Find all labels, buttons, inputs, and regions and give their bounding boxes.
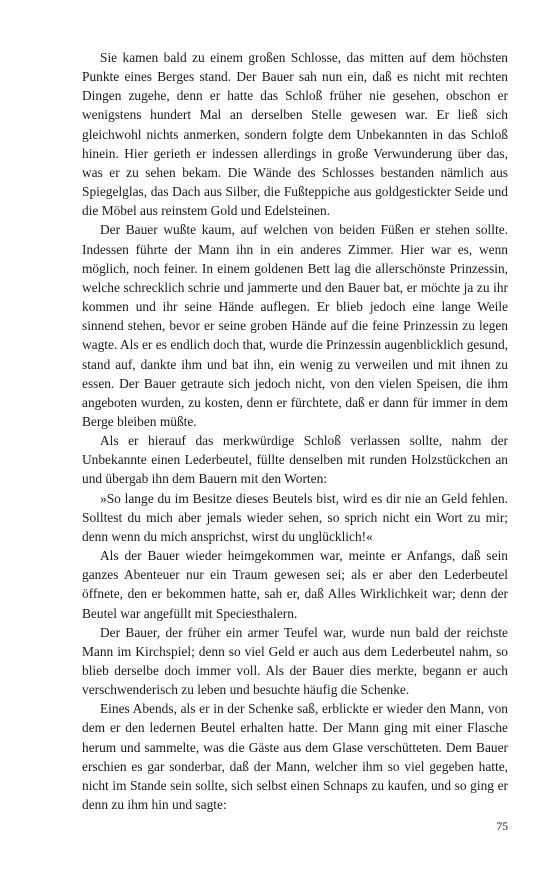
paragraph: Als der Bauer wieder heimgekommen war, meinte er Anfangs, daß sein ganzes Abenteuer nur ein Traum gewesen sei; als er aber den Lederbeutel öffnete, den er bekommen hatte, sah er, daß Alles Wirklichkeit war; denn der Beutel war angefüllt mit Speciesthalern. <box>82 548 508 621</box>
paragraph: »So lange du im Besitze dieses Beutels bist, wird es dir nie an Geld fehlen. Solltest du mich aber jemals wieder sehen, so sprich nicht ein Wort zu mir; denn wenn du mich ansprichst, wirst du unglücklich!« <box>82 490 508 544</box>
page-number: 75 <box>496 821 508 833</box>
paragraph: Als er hierauf das merkwürdige Schloß verlassen sollte, nahm der Unbekannte einen Lederbeutel, füllte denselben mit runden Holzstückchen an und übergab ihn dem Bauern mit den Worten: <box>82 433 508 487</box>
paragraph: Der Bauer wußte kaum, auf welchen von beiden Füßen er stehen sollte. Indessen führte der Mann ihn in ein anderes Zimmer. Hier war es, wenn möglich, noch feiner. In einem goldenen Bett lag die allerschönste Prinzessin, welche schrecklich schrie und jammerte und den Bauer bat, er möchte ja zu ihr kommen und ihr seine Hände auflegen. Er blieb jedoch eine lange Weile sinnend stehen, bevor er seine groben Hände auf die feine Prinzessin zu legen wagte. Als er es endlich doch that, wurde die Prinzessin augenblicklich gesund, stand auf, dankte ihm und bat ihn, ein wenig zu verweilen und mit ihnen zu essen. Der Bauer getraute sich jedoch nicht, von den vielen Speisen, die ihm angeboten wurden, zu kosten, denn er fürchtete, daß er dann für immer in dem Berge bleiben müßte. <box>82 222 508 429</box>
paragraph: Eines Abends, als er in der Schenke saß, erblickte er wieder den Mann, von dem er den ledernen Beutel erhalten hatte. Der Mann ging mit einer Flasche herum und sammelte, was die Gäste aus dem Glase verschütteten. Dem Bauer erschien es gar sonderbar, daß der Mann, welcher ihm so viel gegeben hatte, nicht im Stande sein sollte, sich selbst einen Schnaps zu kaufen, und so ging er denn zu ihm hin und sagte: <box>82 701 508 813</box>
paragraph: Sie kamen bald zu einem großen Schlosse, das mitten auf dem höchsten Punkte eines Berges stand. Der Bauer sah nun ein, daß es nicht mit rechten Dingen zugehe, denn er hatte das Schloß früher nie gesehen, obschon er wenigstens hundert Mal an derselben Stelle gewesen war. Er ließ sich gleichwohl nichts anmerken, sondern folgte dem Unbekannten in das Schloß hinein. Hier gerieth er indessen allerdings in große Verwunderung über das, was er zu sehen bekam. Die Wände des Schlosses bestanden nämlich aus Spiegelglas, das Dach aus Silber, die Fußteppiche aus goldgestickter Seide und die Möbel aus reinstem Gold und Edelsteinen. <box>82 50 508 219</box>
paragraph: Der Bauer, der früher ein armer Teufel war, wurde nun bald der reichste Mann im Kirchspiel; denn so viel Geld er auch aus dem Lederbeutel nahm, so blieb derselbe doch immer voll. Als der Bauer dies merkte, begann er auch verschwenderisch zu leben und besuchte häufig die Schenke. <box>82 624 508 698</box>
body-text <box>82 48 508 814</box>
